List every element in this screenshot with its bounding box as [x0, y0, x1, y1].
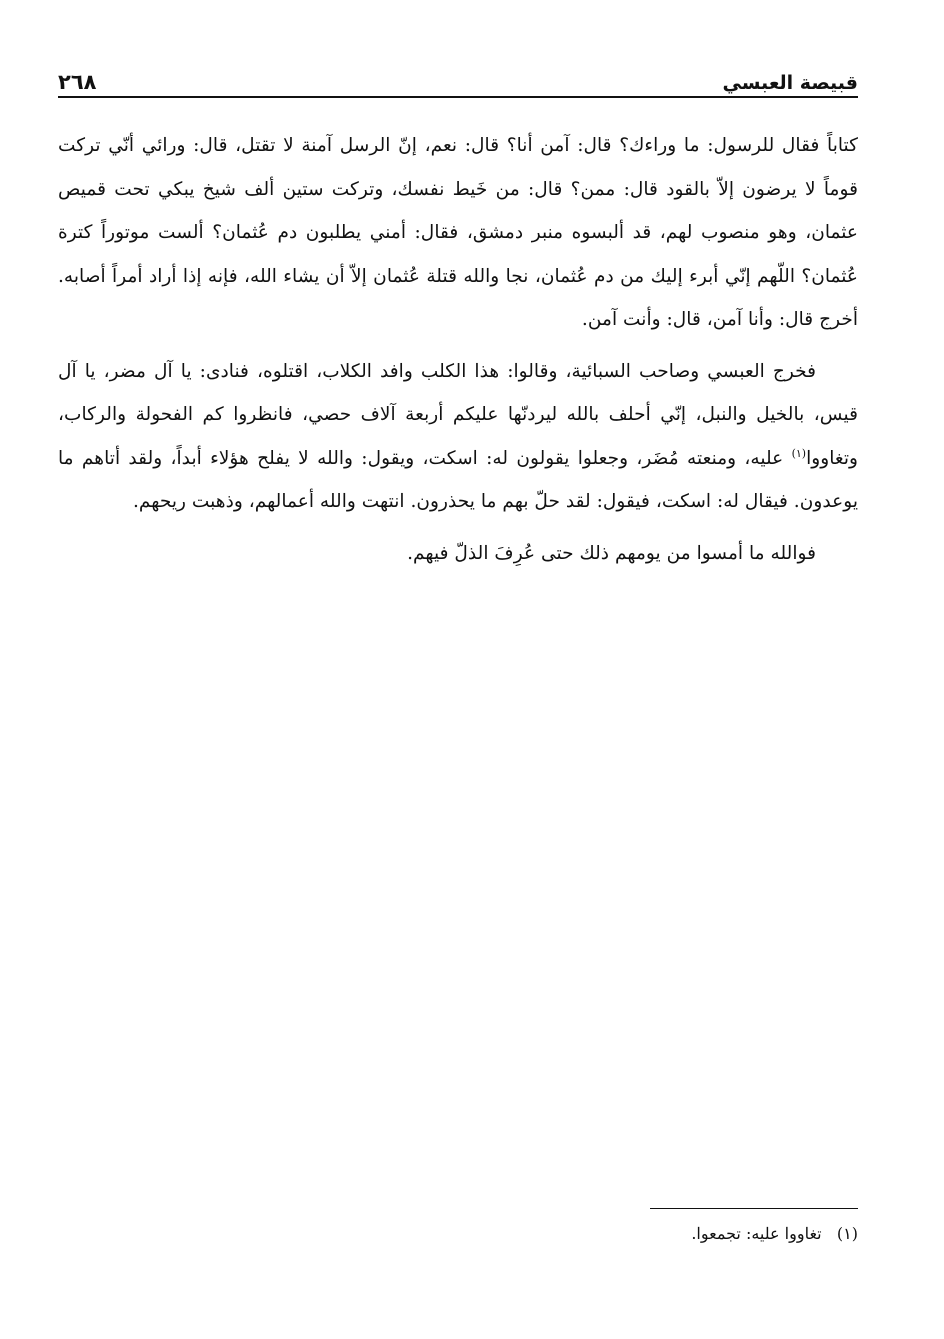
chapter-title: قبيصة العبسي — [722, 72, 858, 94]
running-header — [58, 54, 858, 98]
paragraph-1: كتاباً فقال للرسول: ما وراءك؟ قال: آمن أنا؟ قال: نعم، إنّ الرسل آمنة لا تقتل، قال: ورائي أنّي تركت قوماً لا يرضون إلاّ بالقود قال: ممن؟ قال: من خَيط نفسك، وتركت ستين ألف شيخ يبكي تحت قميص عثمان، وهو منصوب لهم، قد ألبسوه منبر دمشق، فقال: أمني يطلبون دم عُثمان؟ ألست موتوراً كترة عُثمان؟ اللّهم إنّي أبرء إليك من دم عُثمان، نجا والله قتلة عُثمان إلاّ أن يشاء الله، فإنه إذا أراد أمراً أصابه. أخرج قال: وأنا آمن، قال: وأنت آمن. — [58, 135, 858, 330]
page-number: ٢٦٨ — [58, 70, 97, 94]
footnote-1-marker: (١) — [836, 1224, 858, 1243]
footnote-1 — [58, 1218, 858, 1250]
paragraph-3: فوالله ما أمسوا من يومهم ذلك حتى عُرِفَ الذلّ فيهم. — [407, 542, 816, 564]
footnote-separator — [650, 1208, 858, 1209]
paragraph-2 — [58, 350, 858, 524]
paragraph-2-part-2: عليه، ومنعته مُضَر، وجعلوا يقولون له: اسكت، ويقول: والله لا يفلح هؤلاء أبداً، ولقد أتاهم ما يوعدون. فيقال له: اسكت، فيقول: لقد حلّ بهم ما يحذرون. انتهت والله أعمالهم، وذهبت ريحهم. — [58, 447, 858, 512]
footnote-1-text: تغاووا عليه: تجمعوا. — [691, 1224, 822, 1243]
paragraph-2-part-1: فخرج العبسي وصاحب السبائية، وقالوا: هذا الكلب وافد الكلاب، اقتلوه، فنادى: يا آل مضر، يا آل قيس، بالخيل والنبل، إنّي أحلف بالله ليردنّها عليكم أربعة آلاف حصي، فانظروا كم الفحولة والركاب، وتغاووا — [58, 360, 858, 469]
footnote-marker: (١) — [791, 446, 807, 460]
main-text — [58, 124, 858, 575]
